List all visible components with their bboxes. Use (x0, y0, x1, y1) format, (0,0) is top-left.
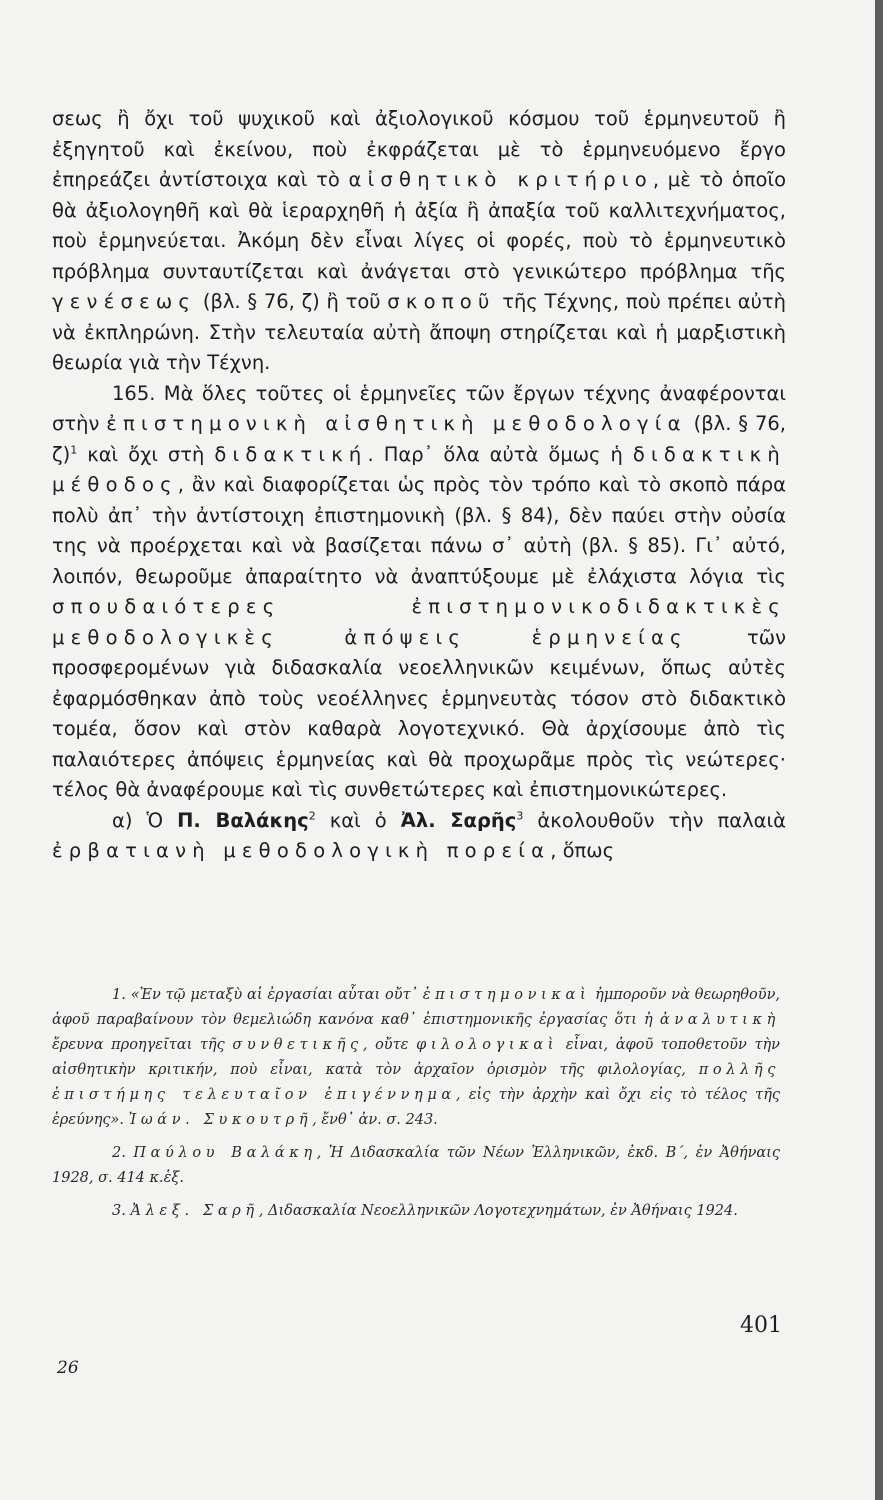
page-edge-shadow (875, 0, 883, 1500)
footnote-ref-3: 3 (516, 809, 524, 822)
page-number: 401 (740, 1313, 782, 1338)
footnote-ref-1: 1 (70, 443, 78, 456)
paragraph-165: 165. Μὰ ὅλες τοῦτες οἱ ἑρμηνεῖες τῶν ἔργων τέχνης ἀναφέρονται στὴν ἐπιστημονικὴ αἰσθητικὴ μεθοδολογία (βλ. § 76, ζ)$^1$ καὶ ὄχι στὴ διδακτική. Παρ᾿ ὅλα αὐτὰ ὅμως ἡ διδακτικὴ μέθοδος, ἂν καὶ διαφορίζεται ὡς πρὸς τὸν τρόπο καὶ τὸ σκοπὸ πάρα πολὺ ἀπ᾿ τὴν ἀντίστοιχη ἐπιστημονικὴ (βλ. § 84), δὲν παύει στὴν οὐσία της νὰ προέρχεται καὶ νὰ βασίζεται πάνω σ᾿ αὐτὴ (βλ. § 85). Γι᾿ αὐτό, λοιπόν, θεωροῦμε ἀπαραίτητο νὰ ἀναπτύξουμε μὲ ἐλάχιστα λόγια τὶς σπουδαιότερες ἐπιστημονικοδιδακτικὲς μεθοδολογικὲς ἀπόψεις ἑρμηνείας τῶν προσφερομένων γιὰ διδασκαλία νεοελληνικῶν κειμένων, ὅπως αὐτὲς ἐφαρμόσθηκαν ἀπὸ τοὺς νεοέλληνες ἑρμηνευτὰς τόσον στὸ διδακτικὸ τομέα, ὅσον καὶ στὸν καθαρὰ λογοτεχνικό. Θὰ ἀρχίσουμε ἀπὸ τὶς παλαιότερες ἀπόψεις ἑρμηνείας καὶ θὰ προχωρᾶμε πρὸς τὶς νεώτερες· τέλος θὰ ἀναφέρουμε καὶ τὶς συνθετώτερες καὶ ἐπιστημονικώτερες. (52, 381, 786, 801)
paragraph-continuation: σεως ἢ ὄχι τοῦ ψυχικοῦ καὶ ἀξιολογικοῦ κόσμου τοῦ ἑρμηνευτοῦ ἢ ἐξηγητοῦ καὶ ἐκείνου, ποὺ ἐκφράζεται μὲ τὸ ἑρμηνευόμενο ἔργο ἐπηρεάζει ἀντίστοιχα καὶ τὸ αἰσθητικὸ κριτήριο, μὲ τὸ ὁποῖο θὰ ἀξιολογηθῆ καὶ θὰ ἱεραρχηθῆ ἡ ἀξία ἢ ἀπαξία τοῦ καλλιτεχνήματος, ποὺ ἑρμηνεύεται. Ἀκόμη δὲν εἶναι λίγες οἱ φορές, ποὺ τὸ ἑρμηνευτικὸ πρόβλημα συνταυτίζεται καὶ ἀνάγεται στὸ γενικώτερο πρόβλημα τῆς γενέσεως (βλ. § 76, ζ) ἢ τοῦ σκοποῦ τῆς Τέχνης, ποὺ πρέπει αὐτὴ νὰ ἐκπληρώνη. Στὴν τελευταία αὐτὴ ἄποψη στηρίζεται καὶ ἡ μαρξιστικὴ θεωρία γιὰ τὴν Τέχνη. (52, 107, 787, 374)
main-text (52, 104, 786, 867)
footnote-2: 2. Παύλου Βαλάκη, Ἡ Διδασκαλία τῶν Νέων Ἑλληνικῶν, ἐκδ. Β΄, ἐν Ἀθήναις 1928, σ. 414 κ.ἑξ. (52, 1145, 780, 1186)
footnote-3: 3. Ἀλεξ. Σαρῆ, Διδασκαλία Νεοελληνικῶν Λογοτεχνημάτων, ἐν Ἀθήναις 1924. (112, 1203, 738, 1219)
signature-mark: 26 (57, 1358, 79, 1378)
paragraph-alpha: α) Ὁ Π. Βαλάκης$^2$ καὶ ὁ Ἀλ. Σαρῆς$^3$ ἀκολουθοῦν τὴν παλαιὰ ἐρβατιανὴ μεθοδολογικὴ πορεία, ὅπως (52, 808, 786, 862)
footnote-ref-2: 2 (308, 809, 316, 822)
footnote-1: 1. «Ἐν τῷ μεταξὺ αἱ ἐργασίαι αὗται οὔτ᾿ ἐπιστημονικαὶ ἠμποροῦν νὰ θεωρηθοῦν, ἀφοῦ παραβαίνουν τὸν θεμελιώδη κανόνα καθ᾿ ἐπιστημονικῆς ἐργασίας ὅτι ἡ ἀναλυτικὴ ἔρευνα προηγεῖται τῆς συνθετικῆς, οὔτε φιλολογικαὶ εἶναι, ἀφοῦ τοποθετοῦν τὴν αἰσθητικὴν κριτικήν, ποὺ εἶναι, κατὰ τὸν ἀρχαῖον ὁρισμὸν τῆς φιλολογίας, πολλῆς ἐπιστήμης τελευταῖον ἐπιγέννημα, εἰς τὴν ἀρχὴν καὶ ὄχι εἰς τὸ τέλος τῆς ἐρεύνης». Ἰωάν. Συκουτρῆ, ἔνθ᾿ ἀν. σ. 243. (52, 987, 781, 1128)
footnotes (52, 983, 780, 1224)
